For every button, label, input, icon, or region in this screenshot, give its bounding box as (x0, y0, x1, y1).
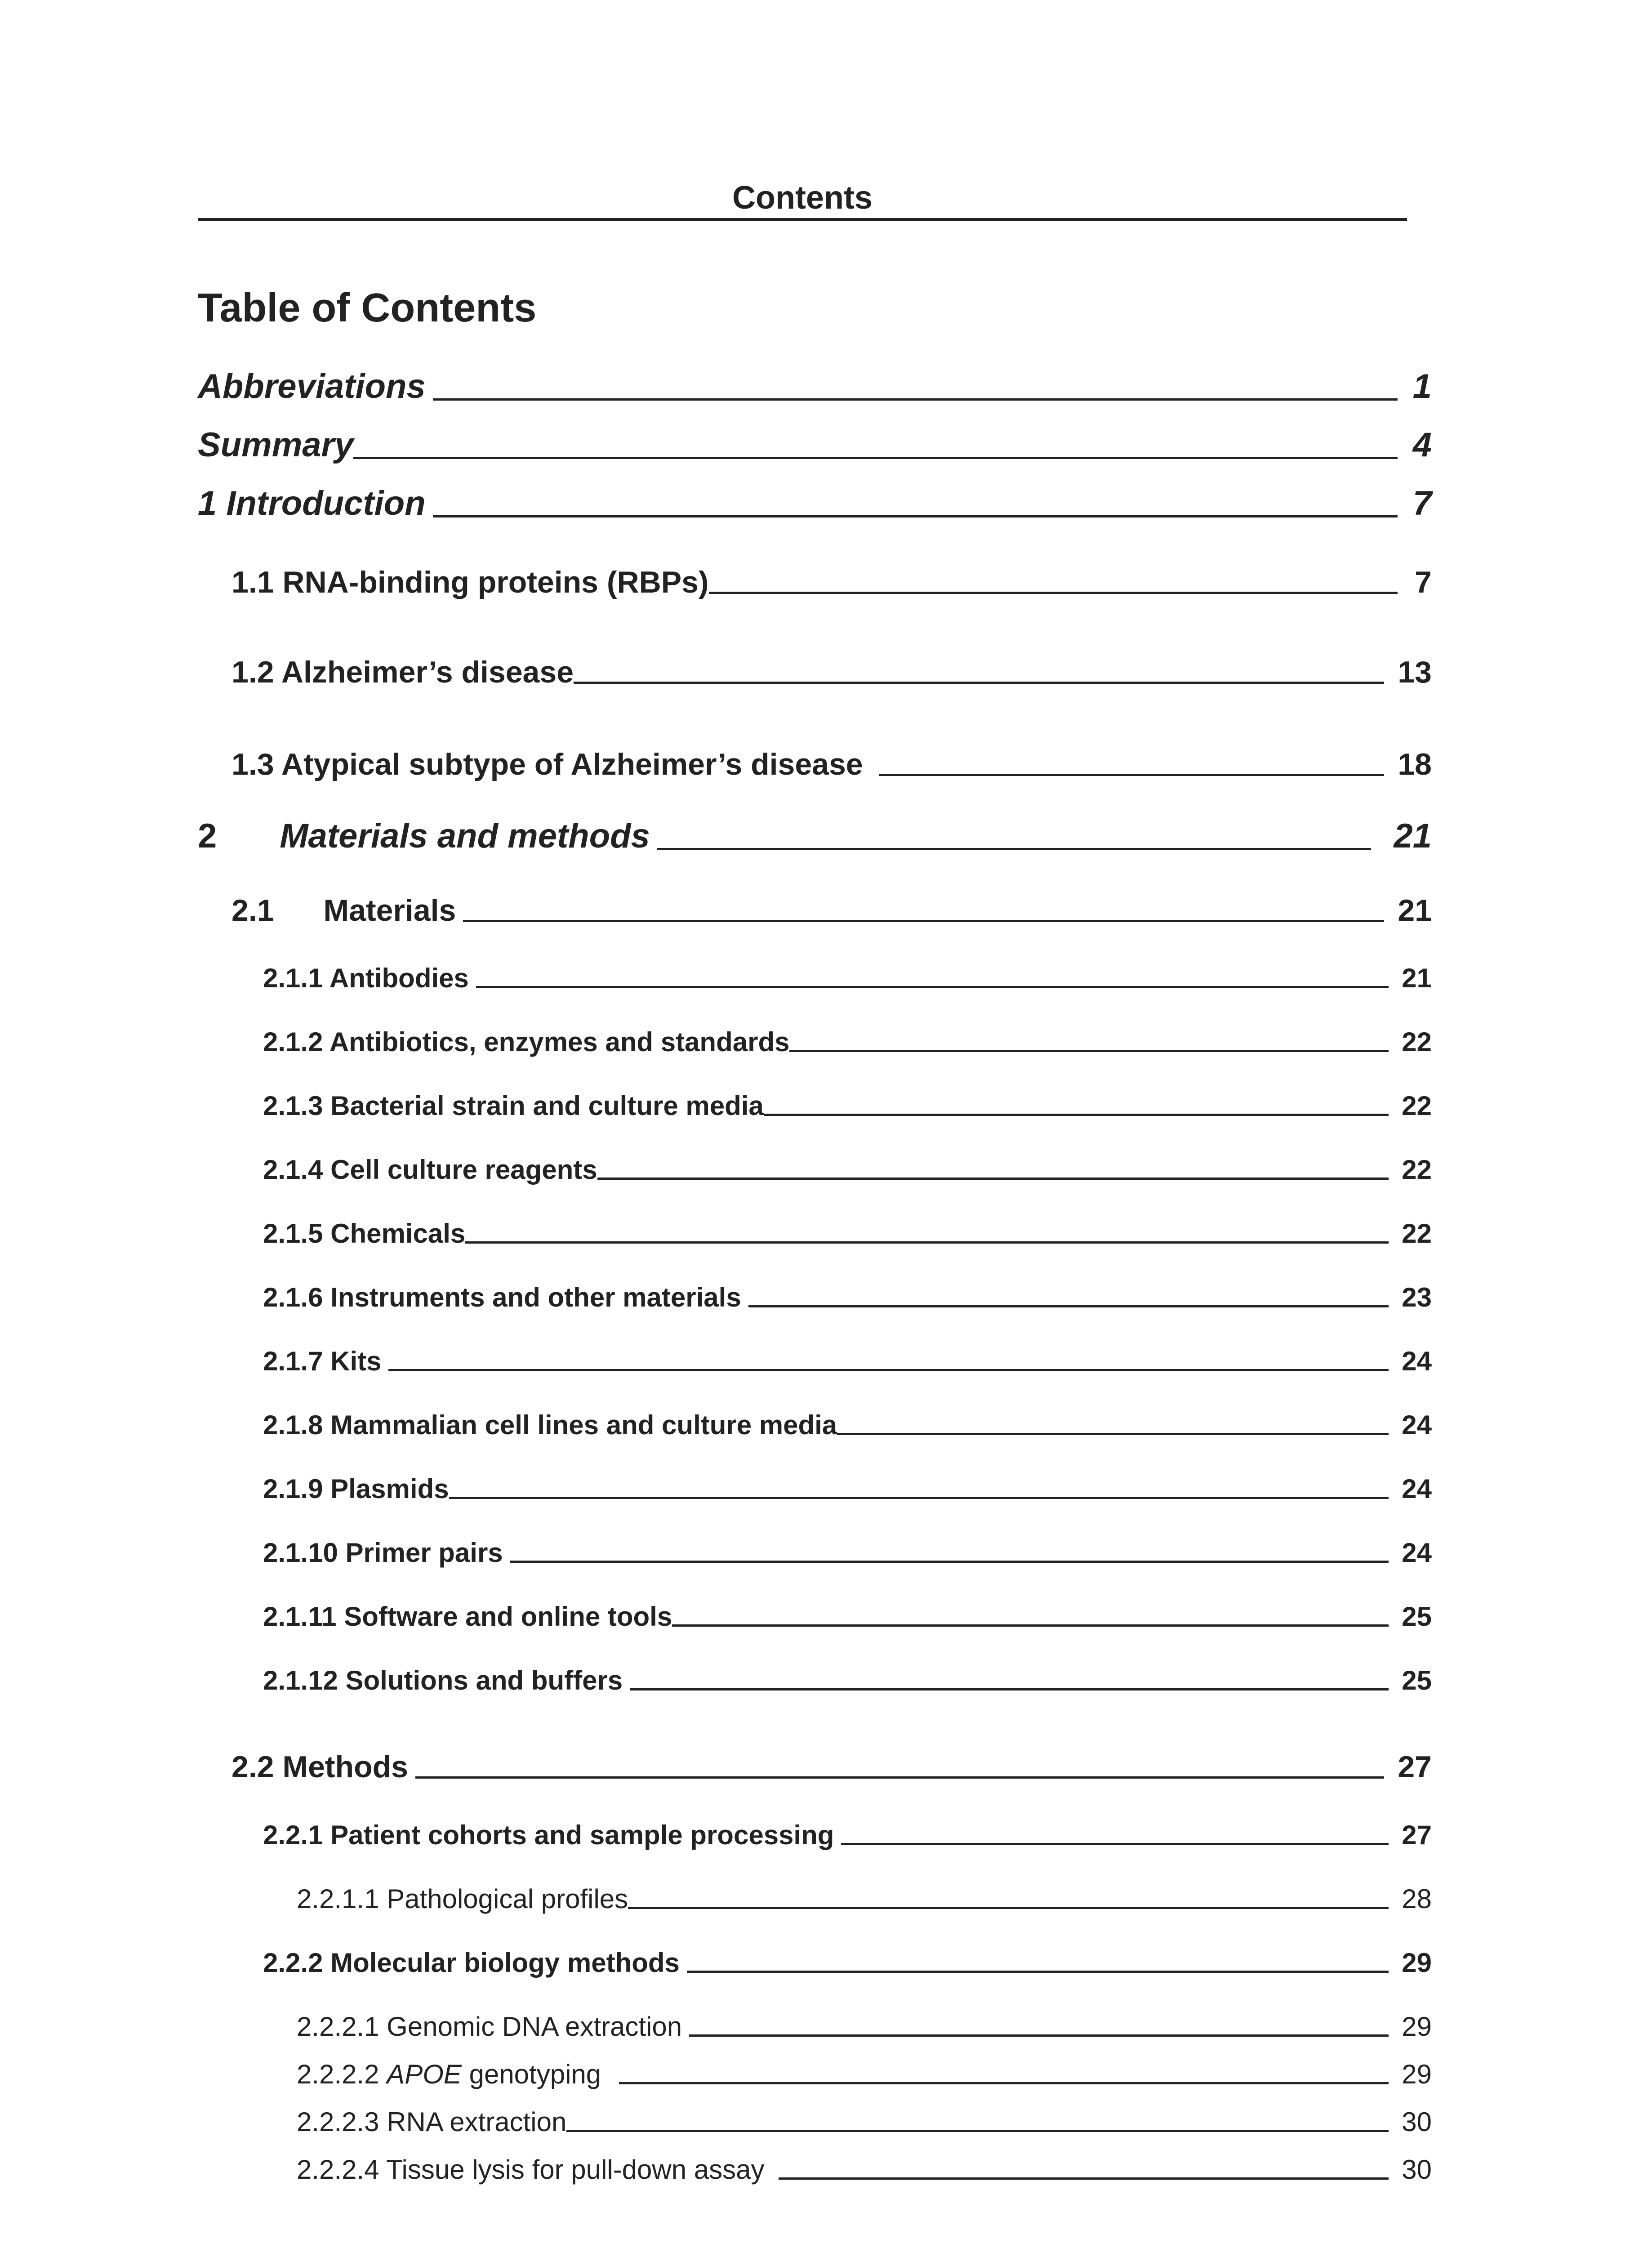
toc-entry-label: 2.1.6 Instruments and other materials (263, 1282, 741, 1312)
toc-entry-introduction[interactable] (198, 483, 1432, 524)
toc-leader (353, 457, 1398, 459)
toc-entry-bacterial-strain[interactable] (263, 1090, 1432, 1122)
running-header (198, 178, 1407, 221)
toc-page-number: 27 (1402, 1820, 1432, 1850)
toc-leader (449, 1497, 1389, 1499)
toc-entry-molecular-biology[interactable] (263, 1947, 1432, 1979)
toc-entry-label: 2.2.1.1 Pathological profiles (297, 1884, 628, 1914)
toc-entry-instruments[interactable] (263, 1281, 1432, 1314)
toc-page-number: 24 (1402, 1410, 1432, 1440)
toc-entry-cell-culture-reagents[interactable] (263, 1154, 1432, 1186)
toc-page-number: 29 (1402, 2012, 1432, 2042)
toc-entry-label: 2.2.2.3 RNA extraction (297, 2107, 567, 2137)
toc-leader (837, 1433, 1389, 1435)
toc-entry-antibodies[interactable] (263, 962, 1432, 995)
toc-entry-methods[interactable] (232, 1749, 1432, 1785)
toc-entry-label: 2.1.4 Cell culture reagents (263, 1155, 597, 1185)
toc-page-number: 25 (1402, 1665, 1432, 1695)
toc-page-number: 28 (1402, 1884, 1432, 1914)
toc-leader (433, 515, 1398, 517)
toc-entry-label: 2.2 Methods (232, 1750, 408, 1784)
toc-leader (689, 2034, 1389, 2037)
toc-entry-label: Abbreviations (198, 367, 426, 406)
toc-leader (574, 682, 1384, 684)
toc-entry-abbreviations[interactable] (198, 366, 1432, 407)
toc-leader (476, 986, 1389, 988)
toc-entry-label (198, 816, 650, 856)
toc-entry-patient-cohorts[interactable] (263, 1819, 1432, 1851)
toc-entry-number: 2.2.2.2 (297, 2059, 379, 2089)
toc-page-number: 21 (1394, 817, 1432, 855)
toc-entry-rna-extraction[interactable] (297, 2106, 1432, 2138)
toc-page-number: 27 (1398, 1750, 1432, 1784)
toc-page-number: 13 (1398, 655, 1432, 689)
toc-page-number: 30 (1402, 2107, 1432, 2137)
toc-entry-kits[interactable] (263, 1345, 1432, 1378)
toc-page-number: 22 (1402, 1218, 1432, 1249)
toc-title: Table of Contents (198, 285, 537, 330)
toc-entry-label: 2.1.8 Mammalian cell lines and culture media (263, 1410, 837, 1440)
toc-leader (687, 1971, 1389, 1973)
toc-page-number: 24 (1402, 1538, 1432, 1568)
toc-page-number: 22 (1402, 1091, 1432, 1121)
toc-page-number: 7 (1412, 484, 1432, 522)
toc-leader (657, 848, 1371, 850)
toc-leader (566, 2130, 1389, 2132)
toc-leader (841, 1843, 1389, 1845)
toc-entry-label: 2.1.9 Plasmids (263, 1474, 449, 1504)
toc-page-number: 22 (1402, 1155, 1432, 1185)
toc-entry-gene-name: APOE (387, 2059, 462, 2089)
toc-entry-label: 1.3 Atypical subtype of Alzheimer’s disease (232, 747, 863, 781)
toc-leader (672, 1624, 1389, 1627)
toc-leader (510, 1561, 1389, 1563)
toc-page-number: 25 (1402, 1601, 1432, 1632)
toc-entry-plasmids[interactable] (263, 1473, 1432, 1505)
toc-entry-label (297, 2058, 601, 2091)
toc-entry-software[interactable] (263, 1601, 1432, 1633)
toc-page-number: 24 (1402, 1474, 1432, 1504)
toc-entry-label: 2.2.2.4 Tissue lysis for pull-down assay (297, 2154, 765, 2185)
toc-entry-title: genotyping (469, 2059, 601, 2089)
toc-entry-solutions-buffers[interactable] (263, 1664, 1432, 1697)
toc-entry-label: Summary (198, 426, 354, 464)
toc-entry-title: Materials (323, 893, 456, 928)
toc-entry-label: 2.1.11 Software and online tools (263, 1601, 672, 1632)
toc-entry-label: 2.1.2 Antibiotics, enzymes and standards (263, 1027, 790, 1057)
toc-entry-primer-pairs[interactable] (263, 1537, 1432, 1569)
toc-entry-label: 2.1.3 Bacterial strain and culture media (263, 1091, 764, 1121)
toc-entry-label: 1.1 RNA-binding proteins (RBPs) (232, 565, 709, 599)
toc-entry-title: Materials and methods (280, 817, 650, 855)
toc-leader (463, 920, 1384, 922)
toc-page-number: 24 (1402, 1346, 1432, 1376)
toc-entry-materials[interactable] (232, 892, 1432, 928)
toc-entry-genomic-dna[interactable] (297, 2011, 1432, 2043)
toc-leader (597, 1178, 1389, 1180)
toc-leader (628, 1907, 1389, 1909)
toc-leader (709, 592, 1398, 594)
toc-entry-apoe-genotyping[interactable] (297, 2058, 1432, 2091)
toc-page-number: 29 (1402, 2059, 1432, 2089)
toc-page-number: 4 (1412, 426, 1432, 464)
toc-entry-label: 2.1.10 Primer pairs (263, 1538, 503, 1568)
toc-entry-summary[interactable] (198, 425, 1432, 465)
toc-entry-label: 2.1.7 Kits (263, 1346, 382, 1376)
toc-leader (465, 1241, 1389, 1244)
toc-leader (415, 1776, 1384, 1779)
toc-entry-label: 2.2.2 Molecular biology methods (263, 1948, 680, 1978)
toc-page-number: 21 (1402, 963, 1432, 993)
toc-leader (630, 1688, 1389, 1690)
toc-entry-chemicals[interactable] (263, 1218, 1432, 1250)
toc-entry-label: 2.1.1 Antibodies (263, 963, 469, 993)
toc-entry-tissue-lysis[interactable] (297, 2154, 1432, 2186)
toc-entry-number: 2.1 (232, 893, 274, 928)
toc-entry-label (232, 892, 456, 928)
toc-entry-label: 2.2.2.1 Genomic DNA extraction (297, 2012, 682, 2042)
toc-leader (779, 2177, 1389, 2180)
toc-leader (764, 1114, 1389, 1116)
toc-leader (748, 1305, 1389, 1307)
toc-entry-number: 2 (198, 817, 217, 855)
toc-entry-pathological-profiles[interactable] (297, 1883, 1432, 1915)
toc-entry-mammalian-cell-lines[interactable] (263, 1409, 1432, 1441)
toc-leader (789, 1050, 1389, 1052)
toc-entry-antibiotics[interactable] (263, 1026, 1432, 1058)
toc-page-number: 30 (1402, 2154, 1432, 2185)
toc-entry-alzheimers-disease[interactable] (232, 654, 1432, 690)
toc-entry-label: 1.2 Alzheimer’s disease (232, 655, 574, 689)
toc-page-number: 23 (1402, 1282, 1432, 1312)
toc-page-number: 22 (1402, 1027, 1432, 1057)
toc-entry-label: 1 Introduction (198, 484, 426, 522)
toc-entry-label: 2.1.12 Solutions and buffers (263, 1665, 623, 1695)
toc-entry-atypical-subtype[interactable] (232, 746, 1432, 782)
toc-entry-rbps[interactable] (232, 564, 1432, 600)
running-header-text: Contents (732, 180, 873, 216)
toc-page-number: 1 (1412, 367, 1432, 406)
toc-leader (433, 398, 1398, 401)
toc-page-number: 29 (1402, 1948, 1432, 1978)
toc-page-number: 21 (1398, 893, 1432, 928)
toc-entry-label: 2.2.1 Patient cohorts and sample processing (263, 1820, 834, 1850)
toc-leader (879, 774, 1384, 776)
toc-entry-label: 2.1.5 Chemicals (263, 1218, 466, 1249)
toc-page-number: 7 (1415, 565, 1432, 599)
toc-entry-materials-and-methods[interactable] (198, 816, 1432, 856)
toc-page-number: 18 (1398, 747, 1432, 781)
toc-leader (619, 2082, 1389, 2084)
toc-leader (388, 1369, 1389, 1371)
